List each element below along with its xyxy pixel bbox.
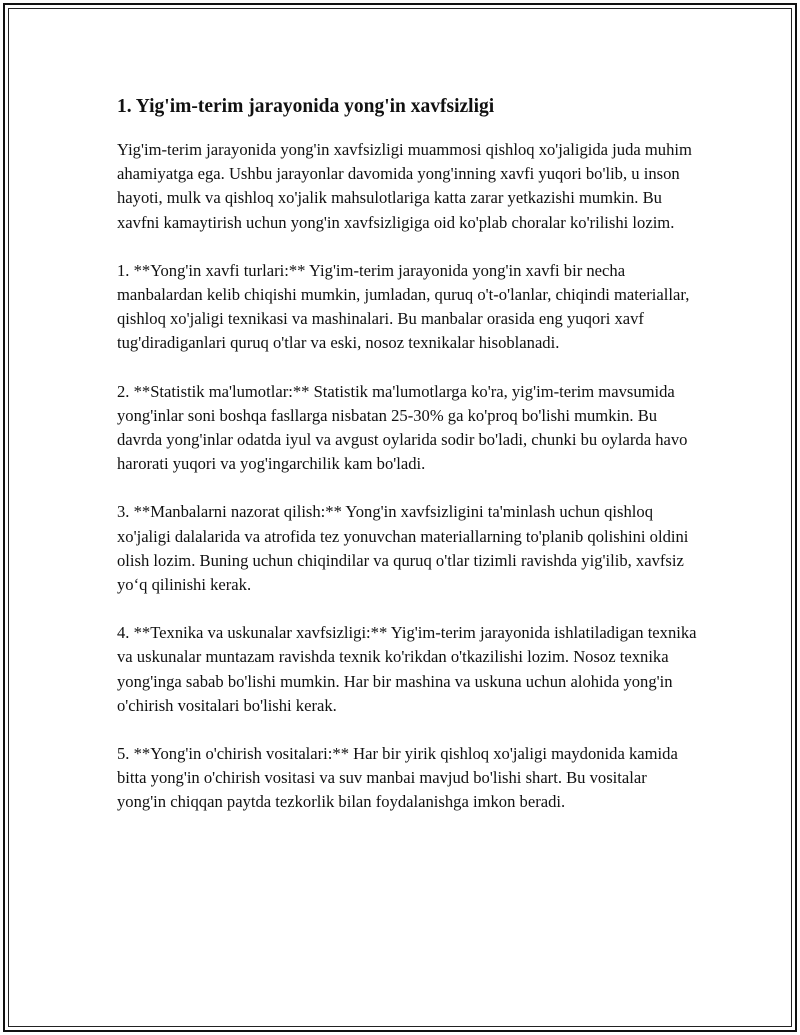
paragraph-extinguishing-means: 5. **Yong'in o'chirish vositalari:** Har bir yirik qishloq xo'jaligi maydonida kamida bitta yong'in o'chirish vositasi va suv manbai mavjud bo'lishi shart. Bu vositalar yong'in chiqqan paytda tezkorlik bilan foydalanishga imkon beradi. [117,744,678,812]
paragraph-statistics: 2. **Statistik ma'lumotlar:** Statistik ma'lumotlarga ko'ra, yig'im-terim mavsumida yong'inlar soni boshqa fasllarga nisbatan 25-30% ga ko'proq bo'lishi mumkin. Bu davrda yong'inlar odatda iyul va avgust oylarida sodir bo'ladi, chunki bu oylarda havo harorati yuqori va yog'ingarchilik kam bo'ladi. [117,381,688,474]
intro-paragraph: Yig'im-terim jarayonida yong'in xavfsizligi muammosi qishloq xo'jaligida juda muhim ahamiyatga ega. Ushbu jarayonlar davomida yong'inning xavfi yuqori bo'lib, u inson hayoti, mulk va qishloq xo'jalik mahsulotlariga katta zarar yetkazishi mumkin. Bu xavfni kamaytirish uchun yong'in xavfsizligiga oid ko'plab choralar ko'rilishi lozim. [117,140,692,232]
paragraph-source-control: 3. **Manbalarni nazorat qilish:** Yong'in xavfsizligini ta'minlash uchun qishloq xo'jaligi dalalarida va atrofida tez yonuvchan materiallarning to'planib qolishini oldini olish lozim. Buning uchun chiqindilar va quruq o'tlar tizimli ravishda yig'ilib, xavfsiz yo‘q qilinishi kerak. [117,502,689,595]
paragraph-equipment-safety: 4. **Texnika va uskunalar xavfsizligi:** Yig'im-terim jarayonida ishlatiladigan texnika va uskunalar muntazam ravishda texnik ko'rikdan o'tkazilishi lozim. Nosoz texnika yong'inga sabab bo'lishi mumkin. Har bir mashina va uskuna uchun alohida yong'in o'chirish vositalari bo'lishi kerak. [117,623,697,715]
paragraph-fire-risk-types: 1. **Yong'in xavfi turlari:** Yig'im-terim jarayonida yong'in xavfi bir necha manbalardan kelib chiqishi mumkin, jumladan, quruq o't-o'lanlar, chiqindi materiallar, qishloq xo'jaligi texnikasi va mashinalari. Bu manbalar orasida eng yuqori xavf tug'diradiganlari quruq o'tlar va eski, nosoz texnikalar hisoblanadi. [117,260,690,353]
section-heading: 1. Yig'im-terim jarayonida yong'in xavfsizligi [117,96,495,117]
document-body [117,93,697,839]
